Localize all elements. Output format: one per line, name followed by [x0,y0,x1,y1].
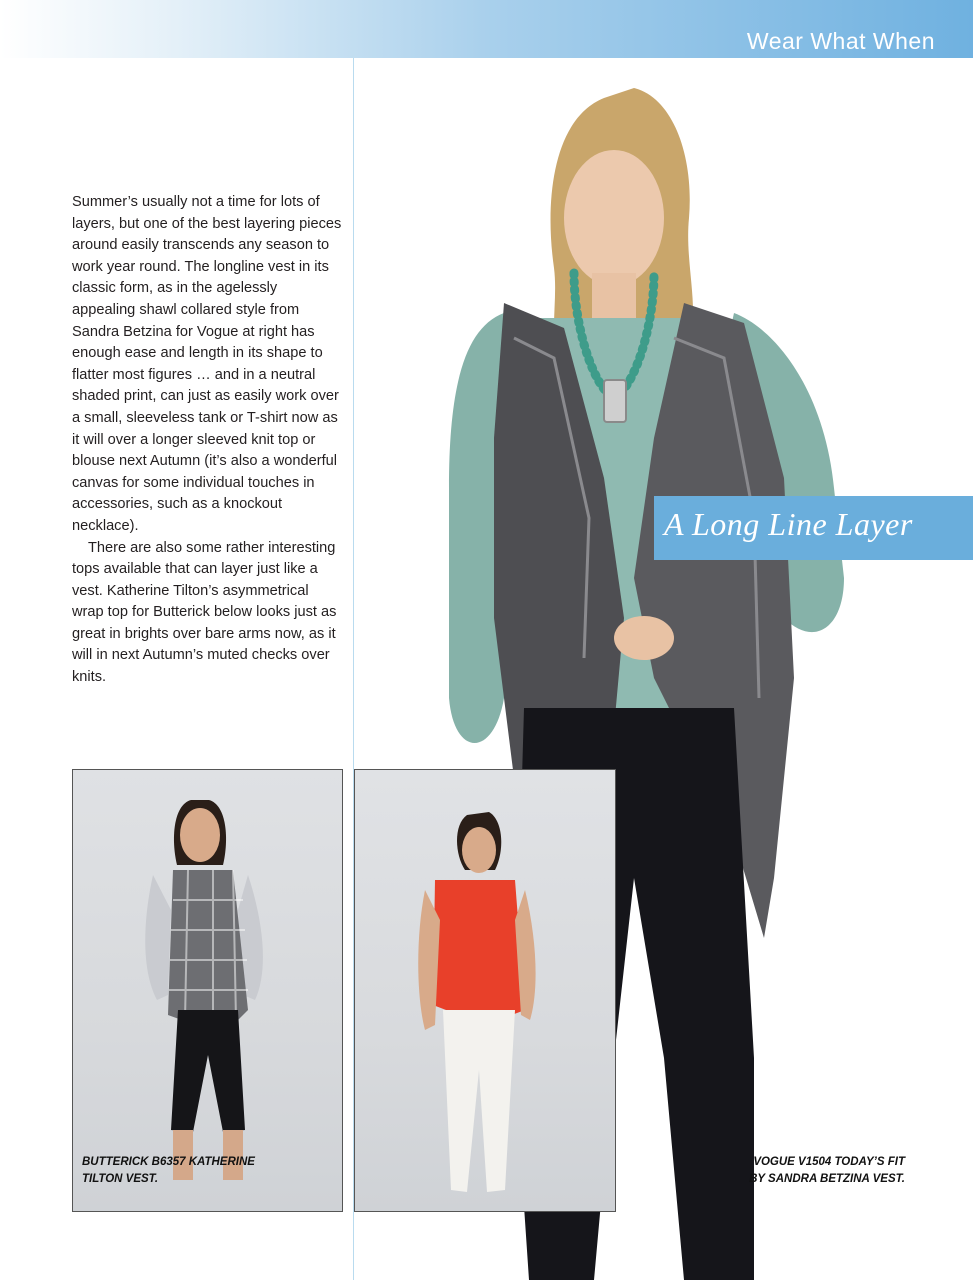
vogue-red-top-photo [354,769,616,1212]
section-title: Wear What When [746,28,935,54]
pull-quote-banner [654,496,973,560]
article-body [72,192,344,689]
photo-caption-butterick: BUTTERICK B6357 KATHERINE TILTON VEST. [82,1156,255,1185]
article-paragraph: There are also some rather interesting tops available that can layer just like a vest. Katherine Tilton’s asymmetrical wrap top for Butterick below looks just as great in brights over bare arms now, as it will in next Autumn’s muted checks over knits. [72,539,337,686]
butterick-model-photo [72,769,343,1212]
article-paragraph: Summer’s usually not a time for lots of layers, but one of the best layering pieces around easily transcends any season to work year round. The longline vest in its classic form, as in the agelessly appealing shawl collared style from Sandra Betzina for Vogue at right has enough ease and length in its shape to flatter most figures … and in a neutral shaded print, can just as easily work over a small, sleeveless tank or T-shirt now as it will over a longer sleeved knit top or blouse next Autumn (it’s also a wonderful canvas for some individual touches in accessories, such as a knockout necklace). [72,194,342,534]
pull-quote-text: A Long Line Layer [664,506,913,542]
photo-caption-vogue: VOGUE V1504 TODAY’S FIT BY SANDRA BETZINA VEST. [749,1156,905,1185]
